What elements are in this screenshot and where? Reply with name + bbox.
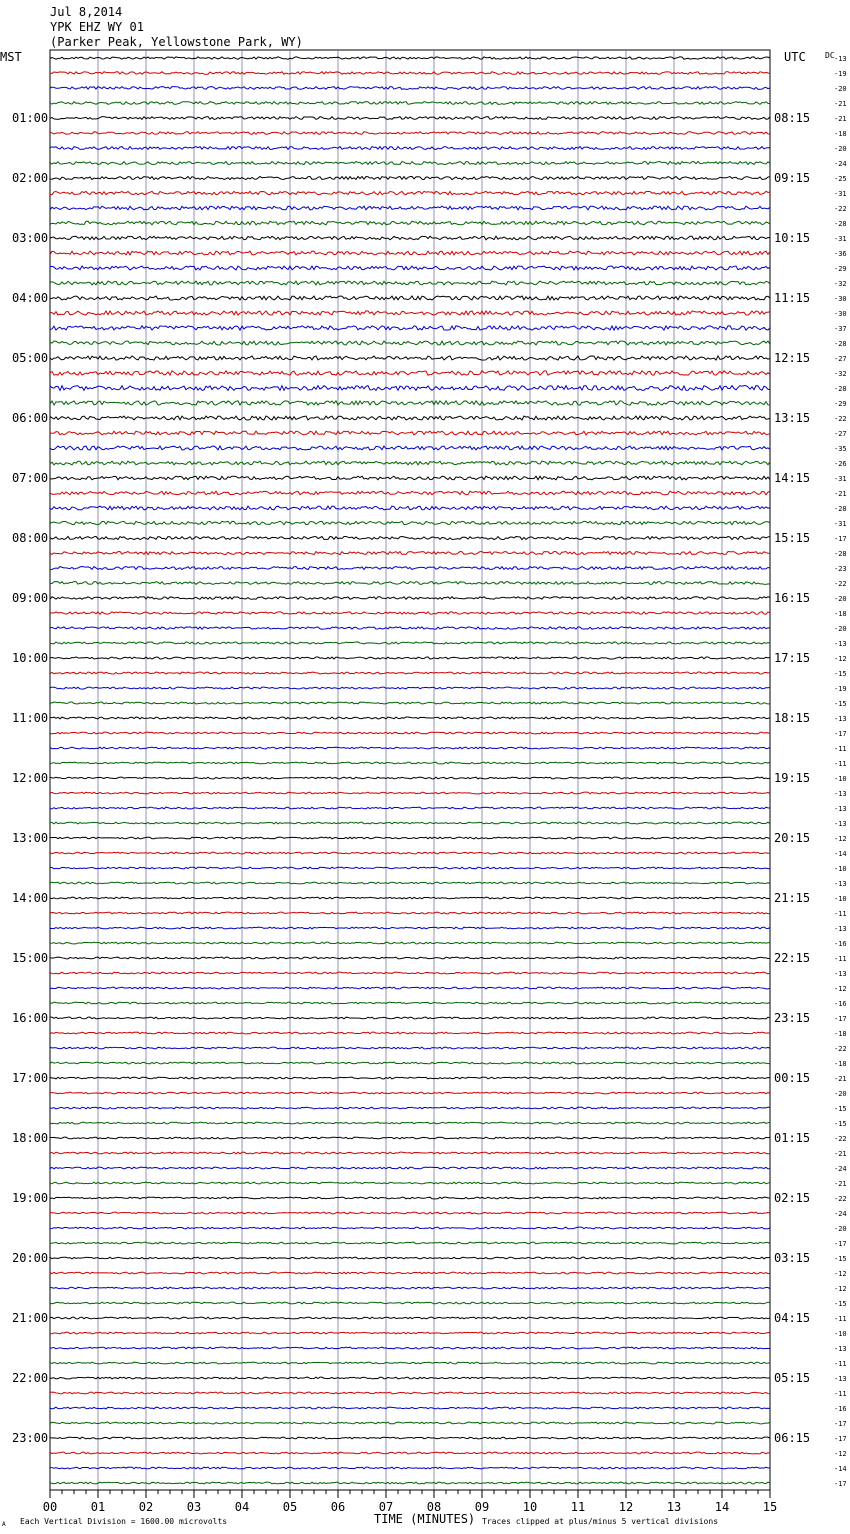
dc-offset-label: -20 [834,1090,847,1098]
utc-hour-label: 03:15 [774,1251,811,1265]
seismic-trace [50,1422,770,1424]
seismic-trace [50,1122,770,1124]
mst-hour-label: 05:00 [12,351,49,365]
dc-offset-label: -29 [834,265,847,273]
dc-offset-label: -28 [834,340,847,348]
mst-hour-label: 19:00 [12,1191,49,1205]
dc-offset-label: -30 [834,295,847,303]
seismic-trace [50,1347,770,1349]
utc-hour-labels [774,111,810,1445]
dc-offset-label: -37 [834,325,847,333]
dc-offset-label: -10 [834,865,847,873]
seismic-trace [50,747,770,749]
clip-note: Traces clipped at plus/minus 5 vertical divisions [482,1517,719,1526]
utc-hour-label: 11:15 [774,291,811,305]
seismic-trace [50,341,770,345]
seismic-trace [50,1017,770,1019]
dc-offset-label: -12 [834,655,847,663]
dc-offset-label: -13 [834,925,847,933]
seismic-trace [50,972,770,974]
dc-offset-label: -10 [834,895,847,903]
seismic-trace [50,1002,770,1004]
mst-hour-label: 02:00 [12,171,49,185]
left-axis-label: MST [0,50,22,64]
dc-offset-label: -25 [834,175,847,183]
seismic-trace [50,251,770,255]
dc-offset-label: -23 [834,565,847,573]
utc-hour-label: 06:15 [774,1431,811,1445]
header-station: YPK EHZ WY 01 [50,20,144,34]
mst-hour-label: 13:00 [12,831,49,845]
seismic-trace [50,672,770,674]
utc-hour-label: 23:15 [774,1011,811,1025]
seismic-trace [50,1377,770,1379]
dc-offset-label: -12 [834,1450,847,1458]
seismic-trace [50,597,770,600]
seismic-trace [50,446,770,450]
x-tick-label: 12 [618,1500,634,1514]
seismic-trace [50,1302,770,1304]
x-tick-label: 11 [570,1500,586,1514]
dc-offset-label: -17 [834,1480,847,1488]
dc-offset-label: -13 [834,820,847,828]
seismic-trace [50,882,770,884]
seismic-trace [50,536,770,539]
dc-offset-label: -19 [834,70,847,78]
dc-offset-label: -31 [834,190,847,198]
seismic-trace [50,1212,770,1214]
seismic-trace [50,912,770,914]
mst-hour-label: 12:00 [12,771,49,785]
x-tick-label: 08 [426,1500,442,1514]
seismic-trace [50,162,770,165]
seismic-trace [50,942,770,944]
seismic-trace [50,837,770,839]
mst-hour-label: 06:00 [12,411,49,425]
x-tick-label: 15 [762,1500,778,1514]
dc-offset-label: -11 [834,910,847,918]
dc-offset-label: -17 [834,535,847,543]
seismic-trace [50,1107,770,1109]
seismic-trace [50,1467,770,1469]
dc-offset-label: -21 [834,1180,847,1188]
seismic-trace [50,1392,770,1394]
seismic-trace [50,1047,770,1049]
dc-offset-label: -12 [834,835,847,843]
seismic-trace [50,582,770,585]
mst-hour-label: 08:00 [12,531,49,545]
seismic-trace [50,702,770,704]
dc-offset-label: -21 [834,115,847,123]
seismic-trace [50,221,770,225]
dc-offset-label: -13 [834,1345,847,1353]
dc-offset-label: -13 [834,55,847,63]
x-tick-label: 06 [330,1500,346,1514]
dc-offset-label: -17 [834,1420,847,1428]
dc-offset-label: -13 [834,970,847,978]
utc-hour-label: 18:15 [774,711,811,725]
seismic-trace [50,687,770,689]
scale-note: Each Vertical Division = 1600.00 microvolts [20,1517,228,1526]
dc-offset-label: -28 [834,505,847,513]
dc-offset-label: -17 [834,1240,847,1248]
seismic-trace [50,822,770,824]
seismic-trace [50,326,770,330]
seismic-trace [50,642,770,644]
mst-hour-label: 21:00 [12,1311,49,1325]
x-tick-label: 00 [42,1500,58,1514]
dc-offset-label: -30 [834,310,847,318]
dc-offset-label: -18 [834,1060,847,1068]
dc-offset-label: -21 [834,1150,847,1158]
seismic-trace [50,72,770,75]
seismic-trace [50,431,770,435]
seismic-trace [50,147,770,150]
utc-hour-label: 00:15 [774,1071,811,1085]
seismic-trace [50,957,770,959]
utc-hour-label: 10:15 [774,231,811,245]
seismic-trace [50,552,770,555]
seismic-trace [50,311,770,315]
seismic-trace [50,1062,770,1064]
dc-offset-label: -21 [834,1075,847,1083]
dc-offset-label: -15 [834,700,847,708]
right-axis-label: UTC [784,50,806,64]
dc-offset-label: -18 [834,130,847,138]
dc-offset-label: -24 [834,160,847,168]
dc-offset-label: -18 [834,1030,847,1038]
dc-offset-label: -24 [834,1210,847,1218]
utc-hour-label: 01:15 [774,1131,811,1145]
dc-offset-label: -20 [834,625,847,633]
seismic-trace [50,1197,770,1199]
dc-offset-label: -20 [834,1225,847,1233]
dc-offset-label: -28 [834,550,847,558]
seismic-trace [50,987,770,989]
x-tick-label: 14 [714,1500,730,1514]
utc-hour-label: 14:15 [774,471,811,485]
seismic-trace [50,371,770,375]
mst-hour-label: 14:00 [12,891,49,905]
seismic-trace [50,1137,770,1139]
dc-offset-label: -15 [834,1255,847,1263]
dc-offset-label: -32 [834,370,847,378]
dc-offset-label: -15 [834,1300,847,1308]
utc-hour-label: 12:15 [774,351,811,365]
utc-hour-label: 16:15 [774,591,811,605]
dc-offset-label: -12 [834,1270,847,1278]
utc-hour-label: 15:15 [774,531,811,545]
x-axis-title: TIME (MINUTES) [374,1512,476,1526]
dc-offset-label: -13 [834,880,847,888]
seismic-trace [50,732,770,734]
dc-offset-label: -20 [834,85,847,93]
seismic-trace [50,717,770,719]
seismic-trace [50,1257,770,1259]
seismic-trace [50,132,770,135]
seismic-trace [50,416,770,420]
seismic-trace [50,897,770,899]
mst-hour-label: 03:00 [12,231,49,245]
seismic-trace [50,1077,770,1079]
dc-offset-label: -32 [834,280,847,288]
mst-hour-label: 01:00 [12,111,49,125]
dc-offset-label: -16 [834,1405,847,1413]
dc-offset-label: -13 [834,790,847,798]
mst-hour-label: 20:00 [12,1251,49,1265]
dc-offset-labels [834,55,847,1488]
seismic-trace [50,1332,770,1334]
x-axis [43,1490,777,1514]
dc-offset-label: -16 [834,940,847,948]
x-tick-label: 04 [234,1500,250,1514]
dc-offset-label: -20 [834,595,847,603]
dc-offset-label: -14 [834,850,847,858]
seismic-trace [50,266,770,270]
dc-offset-label: -21 [834,100,847,108]
dc-offset-label: -21 [834,490,847,498]
seismic-trace [50,102,770,105]
seismic-trace [50,461,770,465]
dc-offset-label: -22 [834,1195,847,1203]
dc-offset-label: -11 [834,955,847,963]
mst-hour-label: 10:00 [12,651,49,665]
utc-hour-label: 13:15 [774,411,811,425]
utc-hour-label: 22:15 [774,951,811,965]
dc-offset-label: -15 [834,670,847,678]
seismic-trace [50,1152,770,1154]
dc-offset-label: -24 [834,1165,847,1173]
dc-offset-label: -22 [834,205,847,213]
x-tick-label: 09 [474,1500,490,1514]
dc-offset-label: -14 [834,1465,847,1473]
dc-offset-label: -10 [834,775,847,783]
dc-offset-label: -28 [834,385,847,393]
seismic-trace [50,1242,770,1244]
seismic-trace [50,852,770,854]
dc-offset-label: -19 [834,685,847,693]
seismic-trace [50,612,770,614]
dc-offset-label: -13 [834,805,847,813]
mst-hour-label: 22:00 [12,1371,49,1385]
dc-offset-label: -17 [834,1015,847,1023]
seismic-trace [50,867,770,869]
utc-hour-label: 05:15 [774,1371,811,1385]
dc-offset-label: -11 [834,1360,847,1368]
dc-offset-label: -31 [834,235,847,243]
dc-column-label: DC [825,51,835,60]
mst-hour-label: 17:00 [12,1071,49,1085]
seismic-trace [50,1167,770,1169]
seismic-trace [50,1437,770,1439]
seismic-trace [50,191,770,194]
seismic-trace [50,1272,770,1274]
x-tick-label: 01 [90,1500,106,1514]
dc-offset-label: -13 [834,1375,847,1383]
seismic-trace [50,206,770,210]
dc-offset-label: -22 [834,580,847,588]
dc-offset-label: -26 [834,460,847,468]
x-tick-label: 13 [666,1500,682,1514]
dc-offset-label: -11 [834,745,847,753]
seismic-trace [50,236,770,240]
seismic-trace [50,1452,770,1454]
utc-hour-label: 17:15 [774,651,811,665]
seismic-trace [50,117,770,120]
dc-offset-label: -11 [834,1315,847,1323]
x-tick-label: 02 [138,1500,154,1514]
seismic-trace [50,1227,770,1229]
seismic-trace [50,281,770,285]
seismic-trace [50,1482,770,1484]
seismic-trace [50,567,770,570]
dc-offset-label: -31 [834,475,847,483]
utc-hour-label: 09:15 [774,171,811,185]
seismic-trace [50,1032,770,1034]
mst-hour-label: 15:00 [12,951,49,965]
dc-offset-label: -27 [834,430,847,438]
dc-offset-label: -13 [834,640,847,648]
dc-offset-label: -11 [834,1390,847,1398]
seismic-trace [50,401,770,405]
seismic-trace [50,1092,770,1094]
header-date: Jul 8,2014 [50,5,123,19]
seismic-trace [50,1182,770,1184]
seismic-trace [50,87,770,90]
mst-hour-label: 18:00 [12,1131,49,1145]
seismic-trace [50,506,770,510]
mst-hour-label: 07:00 [12,471,49,485]
dc-offset-label: -29 [834,400,847,408]
dc-offset-label: -17 [834,1435,847,1443]
seismic-trace [50,57,770,59]
header-location: (Parker Peak, Yellowstone Park, WY) [50,35,303,49]
seismic-trace [50,476,770,480]
seismic-trace [50,1362,770,1364]
dc-offset-label: -12 [834,1285,847,1293]
trace-group [50,57,770,1484]
dc-offset-label: -35 [834,445,847,453]
seismic-trace [50,792,770,794]
utc-hour-label: 21:15 [774,891,811,905]
seismic-trace [50,296,770,300]
dc-offset-label: -22 [834,1135,847,1143]
dc-offset-label: -20 [834,145,847,153]
dc-offset-label: -31 [834,520,847,528]
seismic-trace [50,657,770,659]
seismic-trace [50,807,770,809]
utc-hour-label: 04:15 [774,1311,811,1325]
seismic-trace [50,927,770,929]
dc-offset-label: -13 [834,715,847,723]
seismic-trace [50,356,770,360]
utc-hour-label: 08:15 [774,111,811,125]
dc-offset-label: -36 [834,250,847,258]
dc-offset-label: -11 [834,760,847,768]
mst-hour-label: 16:00 [12,1011,49,1025]
x-tick-label: 07 [378,1500,394,1514]
dc-offset-label: -10 [834,1330,847,1338]
mst-hour-label: 09:00 [12,591,49,605]
seismic-trace [50,176,770,179]
dc-offset-label: -18 [834,610,847,618]
seismic-trace [50,1407,770,1409]
dc-offset-label: -22 [834,1045,847,1053]
dc-offset-label: -15 [834,1105,847,1113]
dc-offset-label: -15 [834,1120,847,1128]
dc-offset-label: -12 [834,985,847,993]
x-tick-label: 03 [186,1500,202,1514]
utc-hour-label: 20:15 [774,831,811,845]
x-tick-label: 05 [282,1500,298,1514]
x-tick-label: 10 [522,1500,538,1514]
mst-hour-label: 11:00 [12,711,49,725]
dc-offset-label: -16 [834,1000,847,1008]
utc-hour-label: 19:15 [774,771,811,785]
dc-offset-label: -17 [834,730,847,738]
mst-hour-label: 04:00 [12,291,49,305]
seismic-trace [50,386,770,391]
corner-mark: A [2,1521,6,1528]
seismic-trace [50,1287,770,1289]
seismic-trace [50,491,770,495]
seismic-trace [50,521,770,524]
seismic-trace [50,762,770,764]
mst-hour-label: 23:00 [12,1431,49,1445]
seismic-trace [50,1317,770,1319]
dc-offset-label: -22 [834,415,847,423]
dc-offset-label: -27 [834,355,847,363]
mst-hour-labels [12,111,48,1445]
seismic-trace [50,627,770,629]
utc-hour-label: 02:15 [774,1191,811,1205]
seismic-trace [50,777,770,779]
dc-offset-label: -28 [834,220,847,228]
